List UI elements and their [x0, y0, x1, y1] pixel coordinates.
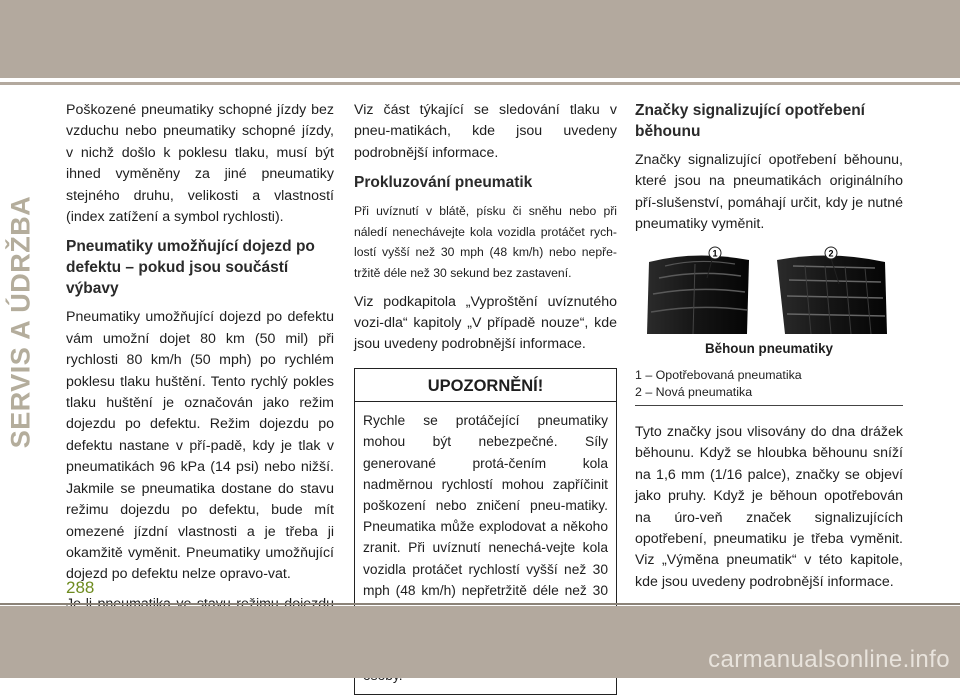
tread-figure [635, 244, 903, 406]
watermark: carmanualsonline.info [708, 646, 950, 673]
paragraph: Tyto značky jsou vlisovány do dna drážek běhounu. Když se hloubka běhounu sníží na 1,6 mm (1/16 palce), značky se objeví jako pruhy. Když je běhoun opotřebován na úro-veň značek signalizujících opotřebení, pneumatiku je třeba vyměnit. Viz „Výměna pneumatik“ v této kapitole, kde jsou uvedeny podrobnější informace. [635, 424, 903, 590]
paragraph: Značky signalizující opotřebení běhounu, které jsou na pneumatikách originálního pří-slušenství, pomáhají určit, kdy je nutné pneumatiky vyměnit. [635, 152, 903, 233]
paragraph: Poškozené pneumatiky schopné jízdy bez vzduchu nebo pneumatiky schopné jízdy, v nichž došlo k poklesu tlaku, musí být ihned vyměněny za jiné pneumatiky stejného druhu, velikosti a vlastností (index zatížení a symbol rychlosti). [66, 102, 334, 226]
tire-illustration [635, 244, 903, 334]
figure-legend-item: 2 – Nová pneumatika [635, 385, 753, 400]
section-heading: Pneumatiky umožňující dojezd po defektu – pokud jsou součástí výbavy [66, 238, 315, 298]
section-heading: Značky signalizující opotřebení běhounu [635, 102, 865, 140]
warning-title: UPOZORNĚNÍ! [355, 369, 616, 402]
page-number: 288 [66, 578, 95, 597]
header-band [0, 0, 960, 78]
paragraph: Viz část týkající se sledování tlaku v pneu-matikách, kde jsou uvedeny podrobnější informace. [354, 102, 617, 161]
header-rule [0, 82, 960, 85]
column-1 [66, 100, 334, 687]
callout-2 [825, 247, 837, 259]
paragraph: Pneumatiky umožňující dojezd po defektu vám umožní dojet 80 km (50 mil) při rychlosti 80 km/h (50 mph) po rychlém poklesu tlaku huštění. Tento rychlý pokles tlaku huštění je označován jako režim dojezdu po defektu. Režim dojezdu po defektu nastane v pří-padě, kdy je tlak v pneumatikách 96 kPa (14 psi) nebo nižší. Jakmile se pneumatika dostane do stavu režimu dojezdu po defektu, bude mít omezené jízdní vlastnosti a je třeba ji okamžitě vyměnit. Pneumatiky umožňující dojezd po defektu nelze opravo-vat. [66, 309, 334, 583]
column-3 [635, 100, 903, 601]
figure-legend-item: 1 – Opotřebovaná pneumatika [635, 368, 802, 383]
footer-rule [0, 603, 960, 605]
paragraph: Viz podkapitola „Vyproštění uvíznutého vozi-dla“ kapitoly „V případě nouze“, kde jsou uvedeny podrobnější informace. [354, 293, 617, 353]
callout-1 [709, 247, 721, 259]
warning-text: Rychle se protáčející pneumatiky mohou být nebezpečné. Síly generované protá-čením kola nadměrnou rychlostí mohou zapříčinit poškození nebo zničení pneu-matiky. Pneumatika může explodovat a někoho zranit. Při uvíznutí nenechá-vejte kola vozidla protáčet rychlostí vyšší než 30 mph (48 km/h) nepřetržitě déle než 30 [363, 413, 608, 598]
section-heading: Prokluzování pneumatik [354, 174, 533, 192]
new-tire-image [777, 255, 887, 334]
section-title-text: SERVIS A ÚDRŽBA [5, 195, 36, 449]
figure-caption: Běhoun pneumatiky [705, 340, 833, 356]
worn-tire-image [647, 255, 749, 334]
callout-2-label: 2 [828, 248, 834, 259]
callout-1-label: 1 [712, 248, 718, 259]
paragraph: Při uvíznutí v blátě, písku či sněhu nebo při náledí nenechávejte kola vozidla protáčet rych-lostí vyšší než 30 mph (48 km/h) nebo nepře-tržitě déle než 30 sekund bez zastavení. [354, 204, 617, 280]
